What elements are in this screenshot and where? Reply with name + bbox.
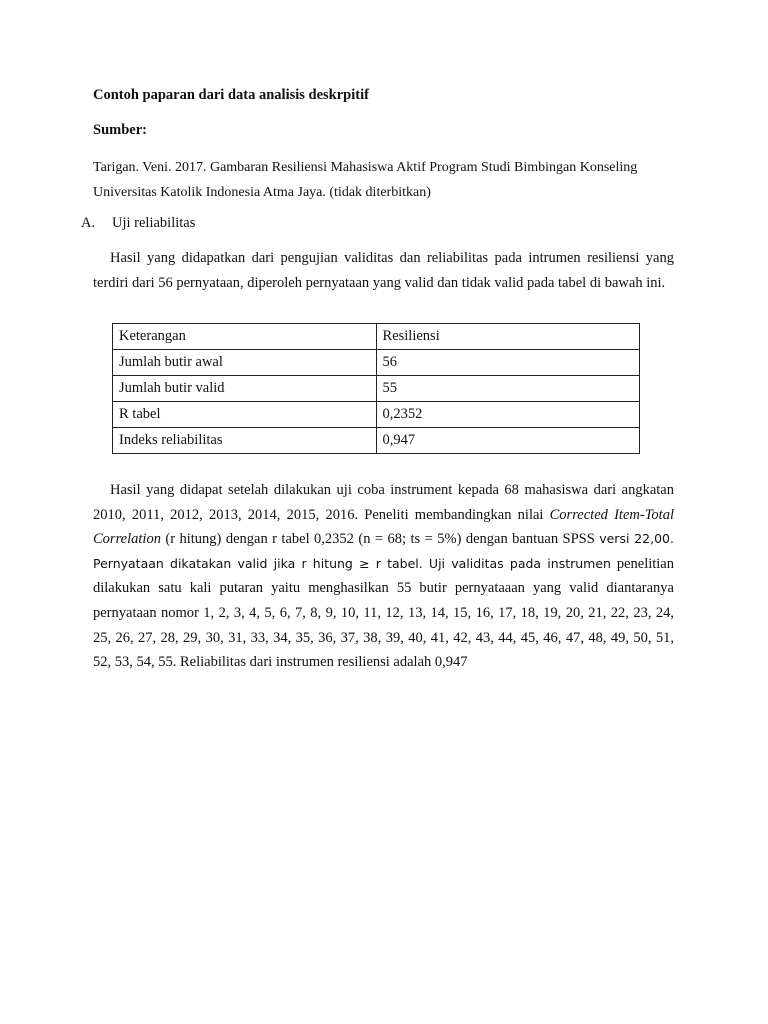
table-row [113,428,640,454]
source-heading: Sumber: [93,122,147,138]
section-letter: A. [81,215,96,231]
table-row [113,402,640,428]
table-cell: Jumlah butir valid [113,376,377,402]
table-cell: 55 [376,376,639,402]
section-title: Uji reliabilitas [112,215,196,231]
citation-line-1: Tarigan. Veni. 2017. Gambaran Resiliensi Mahasiswa Aktif Program Studi Bimbingan Konseling [93,160,638,175]
reliability-table [112,323,640,454]
paragraph-2 [93,478,674,675]
paragraph-2-part-1: Hasil yang didapat setelah dilakukan uji coba instrument kepada 68 mahasiswa dari angkatan 2010, 2011, 2012, 2013, 2014, 2015, 2016. Peneliti membandingkan nilai [93,482,674,523]
table-cell: 0,947 [376,428,639,454]
table-header-cell: Resiliensi [376,324,639,350]
citation-line-2: Universitas Katolik Indonesia Atma Jaya. (tidak diterbitkan) [93,185,431,200]
paragraph-1-text: Hasil yang didapatkan dari pengujian validitas dan reliabilitas pada intrumen resiliensi yang terdiri dari 56 pernyataan, diperoleh pernyataan yang valid dan tidak valid pada tabel di bawah ini. [93,250,674,291]
paragraph-1 [93,246,674,295]
paragraph-2-part-2: (r hitung) dengan r tabel 0,2352 (n = 68; ts = 5%) dengan bantuan SPSS [160,531,600,548]
paragraph-2-sans-segment: versi 22,00. Pernyataan dikatakan valid jika r hitung ≥ r tabel. Uji validitas pada instrumen [93,531,674,571]
table-cell: Jumlah butir awal [113,350,377,376]
paragraph-2-part-3: penelitian dilakukan satu kali putaran yaitu menghasilkan 55 butir pernyataaan yang valid diantaranya pernyataan nomor 1, 2, 3, 4, 5, 6, 7, 8, 9, 10, 11, 12, 13, 14, 15, 16, 17, 18, 19, 20, 21, 22, 23, 24, 25, 26, 27, 28, 29, 30, 31, 33, 34, 35, 36, 37, 38, 39, 40, 41, 42, 43, 44, 45, 46, 47, 48, 49, 50, 51, 52, 53, 54, 55. Reliabilitas dari instrumen resiliensi adalah 0,947 [93,555,674,671]
paragraph-2-italic-term: Corrected Item-Total Correlation [93,506,674,548]
table-header-cell: Keterangan [113,324,377,350]
table-row [113,376,640,402]
table-header-row [113,324,640,350]
table-cell: R tabel [113,402,377,428]
table-row [113,350,640,376]
table-cell: Indeks reliabilitas [113,428,377,454]
table-cell: 56 [376,350,639,376]
document-title: Contoh paparan dari data analisis deskrpitif [93,87,369,103]
section-heading [81,215,195,232]
table-cell: 0,2352 [376,402,639,428]
citation [93,155,683,205]
